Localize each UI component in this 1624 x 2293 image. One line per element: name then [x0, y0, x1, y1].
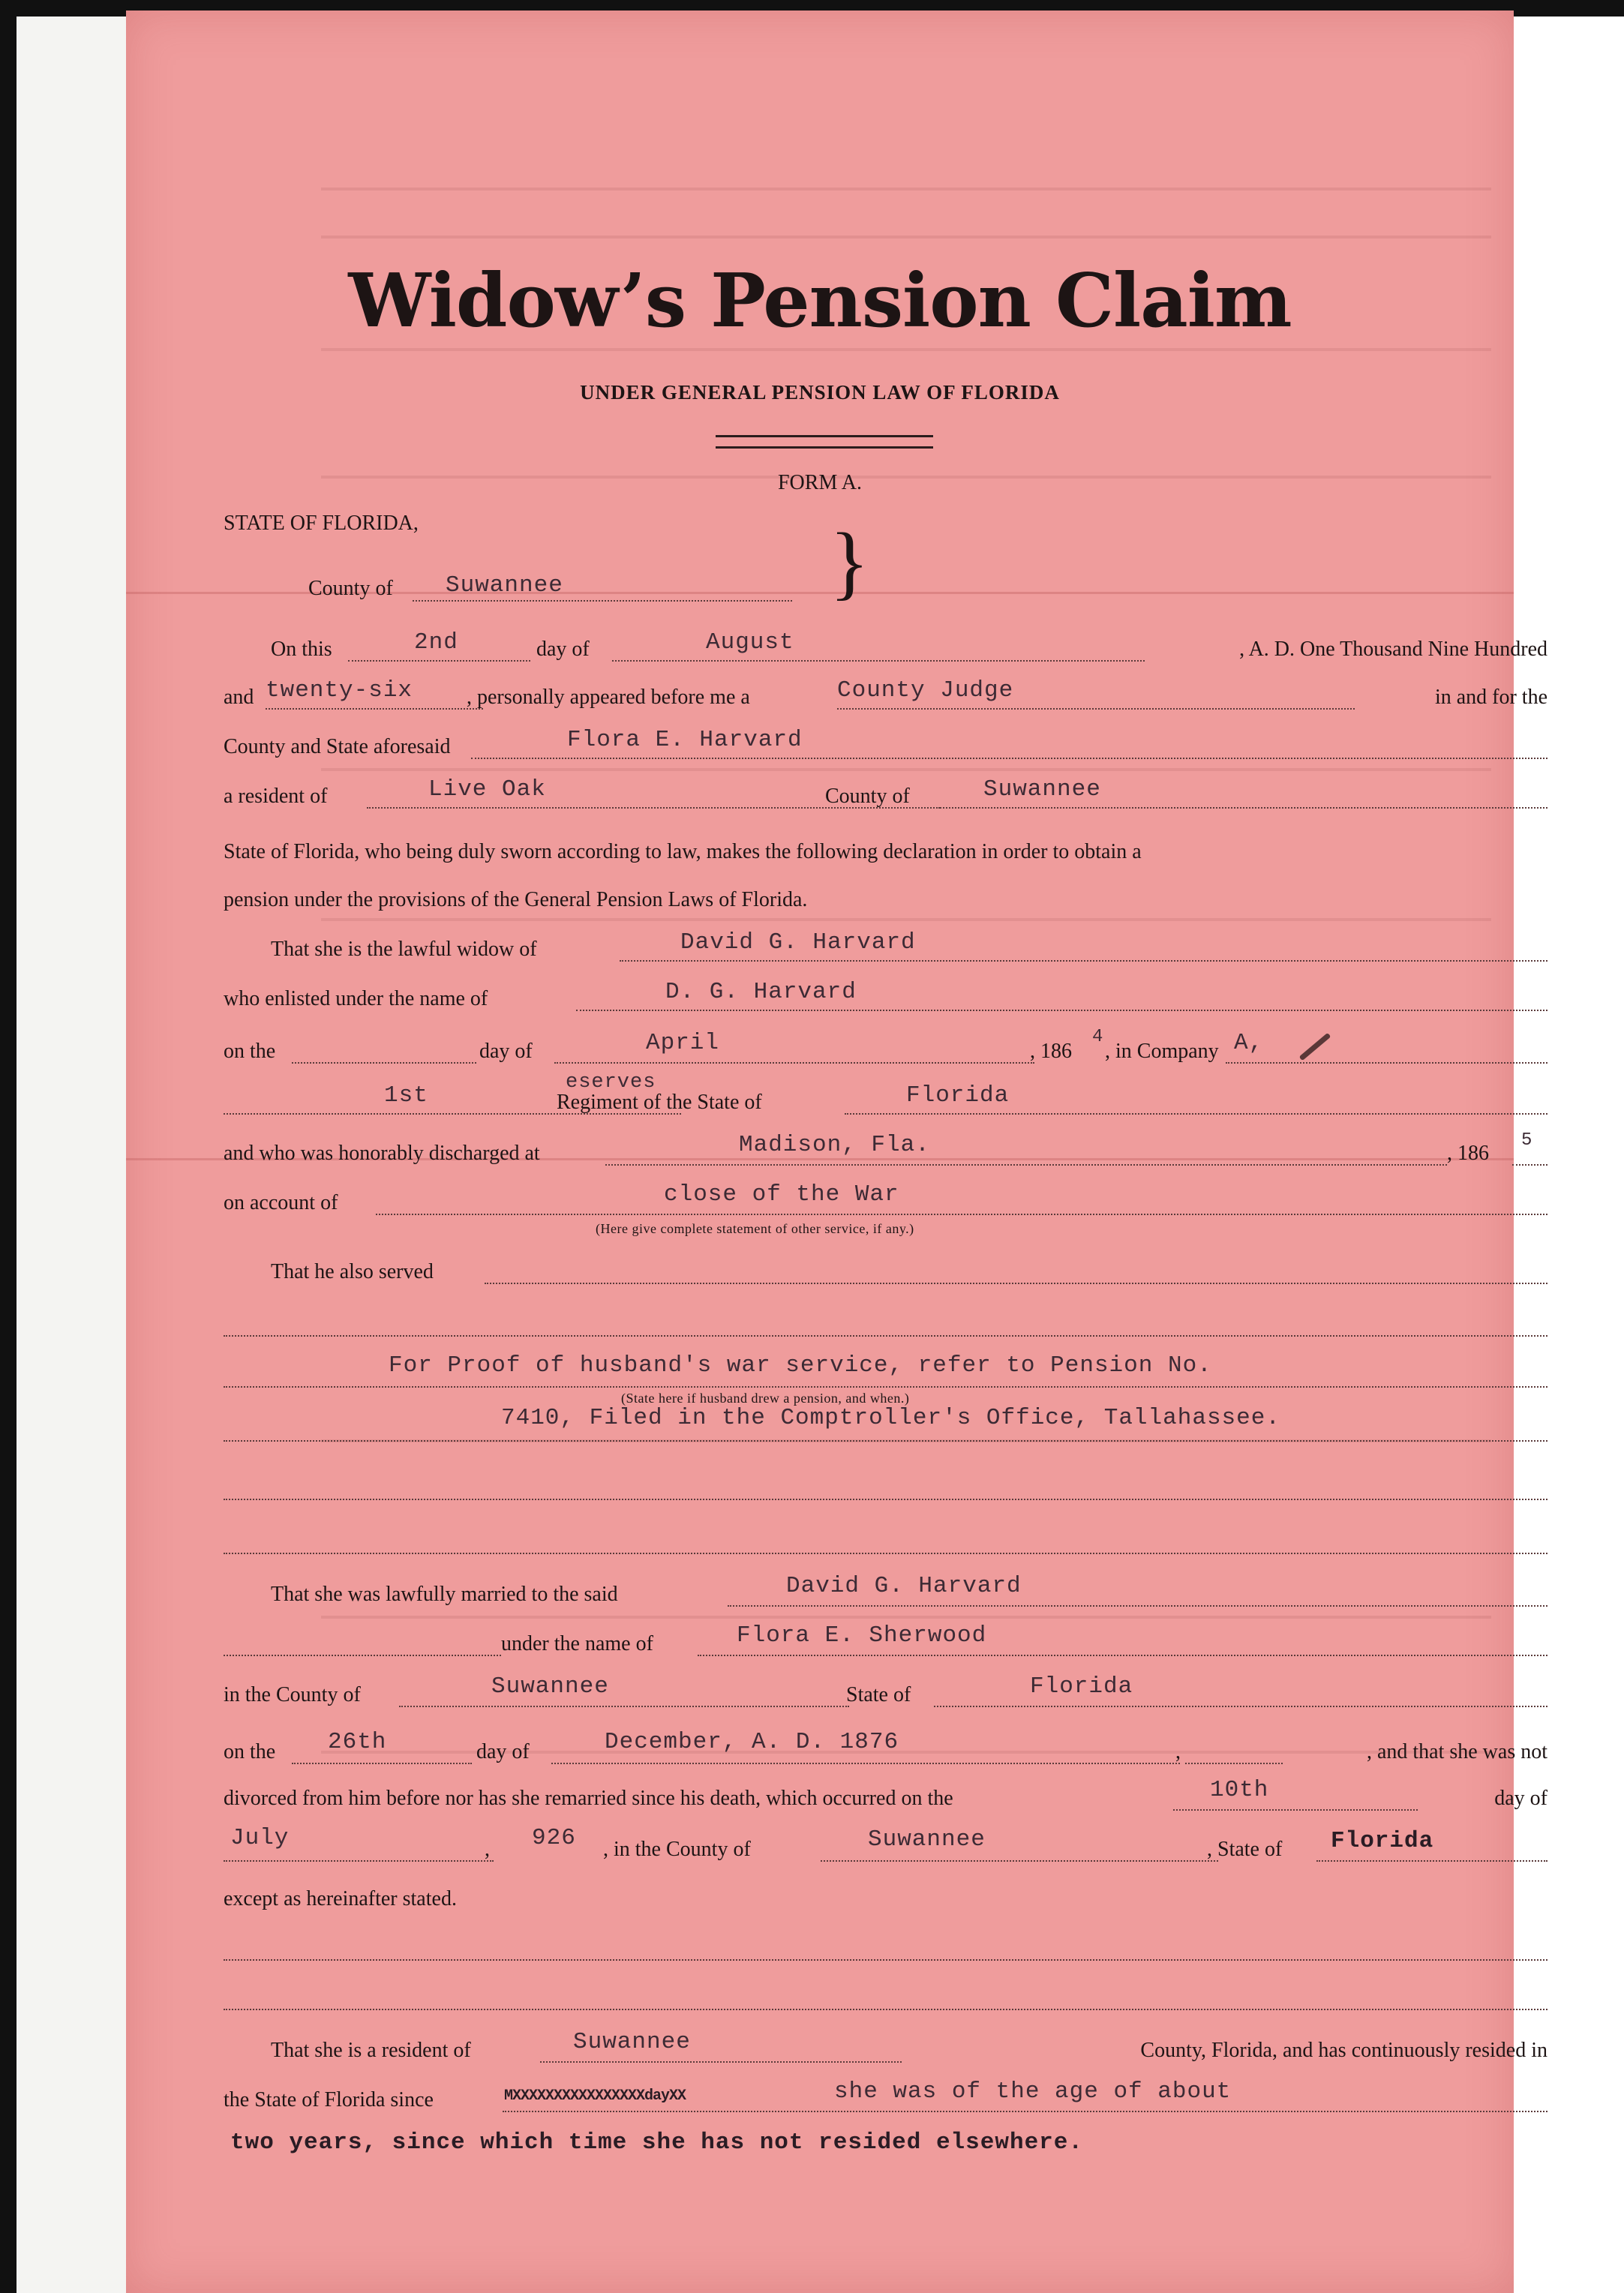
official-field[interactable]: County Judge [837, 677, 1014, 704]
city-field[interactable]: Live Oak [428, 776, 546, 803]
widow-label: That she is the lawful widow of [271, 938, 537, 961]
enlist-month-field-line [554, 1062, 1034, 1064]
husband-field-line [620, 960, 1547, 962]
bleed-through-line [321, 188, 1491, 191]
death-state-field[interactable]: Florida [1331, 1828, 1434, 1854]
account-field[interactable]: close of the War [664, 1181, 899, 1208]
married-husband-field-line [728, 1605, 1547, 1607]
also-served-line-5 [224, 1499, 1547, 1500]
death-year-field[interactable]: 926 [532, 1825, 576, 1851]
and-label: and [224, 686, 254, 709]
death-county-label: , in the County of [603, 1838, 751, 1861]
county-field[interactable]: Suwannee [446, 572, 563, 599]
enlist-day-of-label: day of [479, 1040, 533, 1063]
form-subtitle: UNDER GENERAL PENSION LAW OF FLORIDA [580, 381, 1060, 404]
proof-line-1[interactable]: For Proof of husband's war service, refer to Pension No. [389, 1352, 1212, 1379]
death-day-field-line [1173, 1809, 1418, 1811]
married-label: That she was lawfully married to the said [271, 1583, 618, 1606]
res-county-label: County of [825, 785, 910, 808]
res-county-field[interactable]: Suwannee [983, 776, 1101, 803]
pension-form-page [126, 11, 1547, 2293]
residence-county-field[interactable]: Suwannee [573, 2029, 691, 2055]
res-county-field-line [940, 807, 1547, 809]
month-field[interactable]: August [706, 629, 794, 656]
marriage-date-field-line [551, 1763, 1180, 1764]
marriage-extra-field-line [1185, 1763, 1283, 1764]
not-divorced-text: , and that she was not [1366, 1740, 1547, 1763]
day-field-line [348, 660, 530, 662]
company-field[interactable]: A, [1234, 1030, 1264, 1056]
venue-brace: } [830, 516, 869, 608]
bleed-through-line [321, 918, 1491, 921]
proof-line-2[interactable]: 7410, Filed in the Comptroller's Office, Tallahassee. [501, 1405, 1280, 1431]
discharge-place-field[interactable]: Madison, Fla. [739, 1132, 930, 1158]
declaration-line-2: pension under the provisions of the General Pension Laws of Florida. [224, 888, 808, 911]
claimant-field-line [471, 758, 1547, 759]
enlist-year-prefix: , 186 [1030, 1040, 1072, 1063]
marriage-day-of-label: day of [476, 1740, 530, 1763]
company-field-line [1226, 1062, 1547, 1064]
discharge-year-field-line [1512, 1164, 1547, 1166]
regiment-extra-field[interactable]: eserves [566, 1071, 656, 1094]
also-served-field-line [485, 1283, 1547, 1284]
also-served-line-3 [224, 1386, 1547, 1388]
year-field[interactable]: twenty-six [266, 677, 413, 704]
on-this-label: On this [271, 638, 332, 661]
enlisted-name-field-line [576, 1010, 1547, 1011]
declaration-line-1: State of Florida, who being duly sworn according to law, makes the following declaration in order to obtain a [224, 840, 1142, 863]
residence-label: That she is a resident of [271, 2039, 471, 2062]
company-label: , in Company [1105, 1040, 1219, 1063]
on-the-label: on the [224, 1040, 276, 1063]
marriage-county-field[interactable]: Suwannee [491, 1673, 609, 1700]
day-of-label: day of [536, 638, 590, 661]
ad-text: , A. D. One Thousand Nine Hundred [1239, 638, 1547, 661]
discharge-year-prefix: , 186 [1447, 1142, 1489, 1165]
marriage-comma: , [1175, 1740, 1181, 1763]
also-served-line-6 [224, 1553, 1547, 1554]
maiden-name-field[interactable]: Flora E. Sherwood [737, 1622, 987, 1649]
county-state-text: County and State aforesaid [224, 735, 451, 758]
marriage-state-field[interactable]: Florida [1030, 1673, 1133, 1700]
account-field-line [376, 1214, 1547, 1215]
discharge-place-field-line [605, 1164, 1447, 1166]
except-line-2 [224, 2009, 1547, 2010]
since-label: the State of Florida since [224, 2088, 434, 2111]
year-field-line [266, 708, 483, 710]
discharge-year-digit[interactable]: 5 [1521, 1130, 1533, 1151]
regiment-state-field-line [845, 1113, 1547, 1115]
account-label: on account of [224, 1191, 338, 1214]
personally-text: , personally appeared before me a [467, 686, 750, 709]
also-served-line-4 [224, 1440, 1547, 1442]
regiment-label: Regiment of the State of [557, 1091, 762, 1114]
husband-field[interactable]: David G. Harvard [680, 929, 916, 956]
in-and-for-text: in and for the [1434, 686, 1547, 709]
death-day-field[interactable]: 10th [1210, 1777, 1269, 1803]
enlist-month-field[interactable]: April [646, 1030, 720, 1056]
account-note: (Here give complete statement of other service, if any.) [596, 1221, 914, 1236]
enlist-day-field-line [292, 1062, 476, 1064]
death-month-field[interactable]: July [230, 1825, 290, 1851]
residence-final-line[interactable]: two years, since which time she has not resided elsewhere. [230, 2129, 1083, 2156]
death-day-of-label: day of [1494, 1787, 1547, 1810]
marriage-day-field[interactable]: 26th [328, 1729, 387, 1755]
state-label: STATE OF FLORIDA, [224, 512, 419, 535]
under-name-blank-line [224, 1655, 501, 1656]
marriage-on-the-label: on the [224, 1740, 276, 1763]
marriage-county-label: in the County of [224, 1683, 361, 1706]
pension-note: (State here if husband drew a pension, and when.) [621, 1391, 910, 1406]
enlisted-label: who enlisted under the name of [224, 987, 488, 1010]
form-label: FORM A. [777, 471, 863, 494]
enlisted-name-field[interactable]: D. G. Harvard [665, 979, 857, 1005]
except-text: except as hereinafter stated. [224, 1887, 457, 1910]
claimant-field[interactable]: Flora E. Harvard [567, 727, 803, 753]
form-title: Widow’s Pension Claim [348, 258, 1292, 344]
divorce-text: divorced from him before nor has she remarried since his death, which occurred on the [224, 1787, 953, 1810]
since-strikeout: MXXXXXXXXXXXXXXXXdayXX [504, 2087, 686, 2105]
marriage-day-field-line [292, 1763, 472, 1764]
official-field-line [837, 708, 1355, 710]
bleed-through-line [321, 768, 1491, 771]
since-field-line [503, 2111, 1547, 2112]
residence-county-field-line [540, 2061, 902, 2063]
discharged-label: and who was honorably discharged at [224, 1142, 540, 1165]
married-husband-field[interactable]: David G. Harvard [786, 1573, 1022, 1599]
bleed-through-line [321, 348, 1491, 351]
also-served-label: That he also served [271, 1260, 434, 1283]
marriage-state-label: State of [846, 1683, 911, 1706]
also-served-line-2 [224, 1335, 1547, 1337]
regiment-field[interactable]: 1st [384, 1082, 428, 1109]
regiment-state-field[interactable]: Florida [906, 1082, 1010, 1109]
enlist-year-digit[interactable]: 4 [1092, 1027, 1104, 1047]
resident-label: a resident of [224, 785, 328, 808]
death-county-field[interactable]: Suwannee [868, 1826, 986, 1853]
death-state-field-line [1316, 1860, 1547, 1862]
continuous-text: County, Florida, and has continuously resided in [1140, 2039, 1547, 2062]
death-county-field-line [821, 1860, 1218, 1862]
scan-border-left [0, 0, 17, 2293]
title-double-rule [716, 435, 933, 449]
day-field[interactable]: 2nd [414, 629, 458, 656]
maiden-name-field-line [698, 1655, 1547, 1656]
marriage-county-field-line [399, 1706, 849, 1707]
bleed-through-line [321, 236, 1491, 239]
pen-stroke-mark [1299, 1033, 1331, 1061]
scan-margin [17, 17, 126, 2293]
under-name-label: under the name of [501, 1632, 653, 1655]
county-field-line [413, 600, 792, 602]
except-line-1 [224, 1959, 1547, 1961]
since-field[interactable]: she was of the age of about [834, 2078, 1232, 2105]
death-month-field-line [224, 1860, 494, 1862]
death-year-comma: , [485, 1838, 490, 1861]
marriage-date-field[interactable]: December, A. D. 1876 [605, 1729, 899, 1755]
county-label: County of [308, 577, 393, 600]
bleed-through-line [321, 1616, 1491, 1619]
death-state-label: , State of [1207, 1838, 1283, 1861]
marriage-state-field-line [934, 1706, 1547, 1707]
